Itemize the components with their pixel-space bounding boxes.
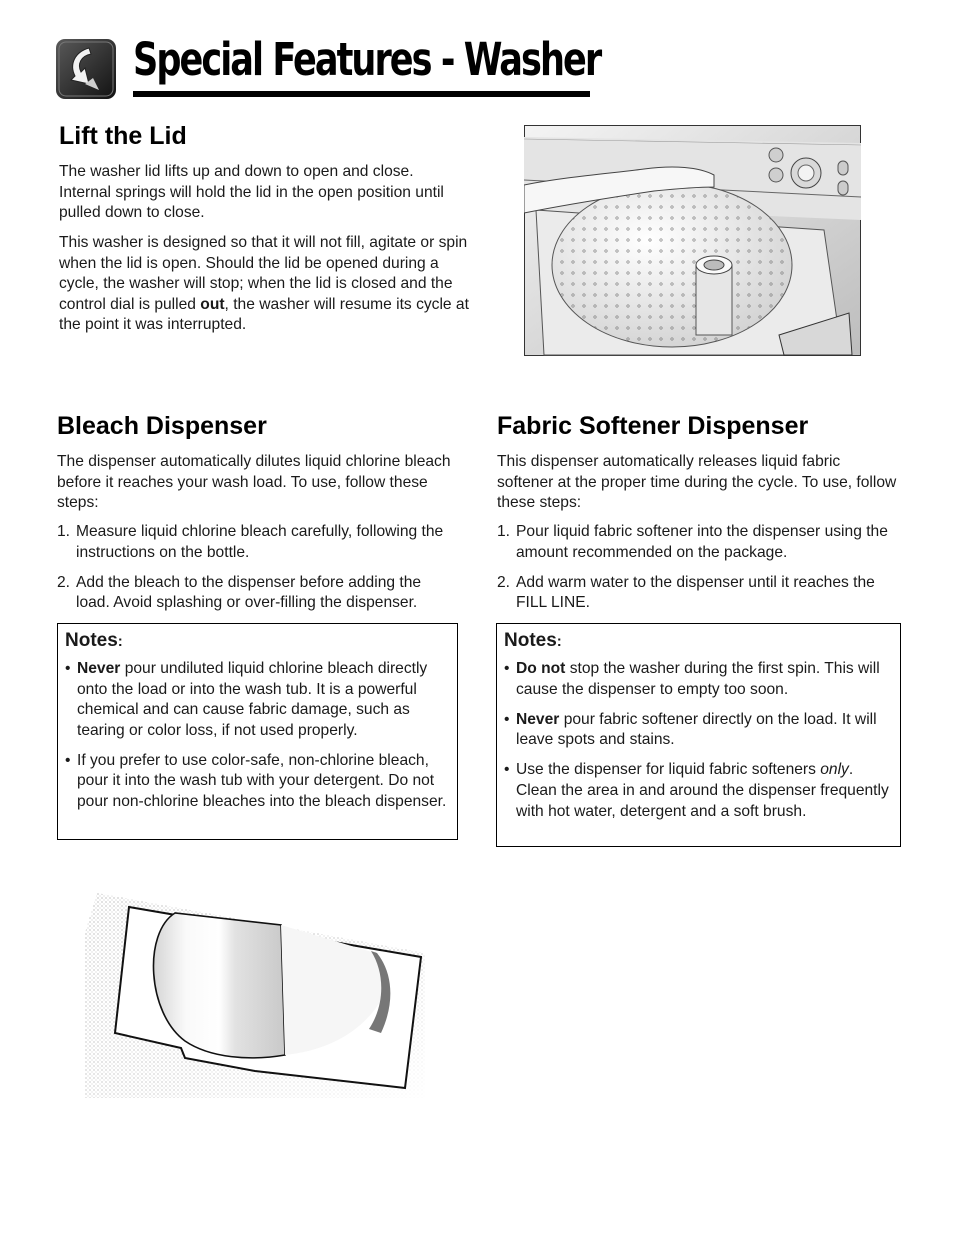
curved-arrow-icon — [55, 38, 117, 100]
emphasis-only: only — [820, 761, 849, 779]
notes-title — [504, 630, 896, 653]
bleach-notes-box — [57, 623, 458, 840]
bullet: • — [504, 660, 510, 677]
bullet: • — [65, 751, 71, 769]
step-text: Add the bleach to the dispenser before adding the load. Avoid splashing or over-filling the dispenser. — [76, 573, 422, 612]
bleach-steps-list — [57, 522, 457, 623]
notes-title-colon: : — [556, 633, 562, 650]
note-text: Use the dispenser for liquid fabric softeners — [516, 761, 821, 779]
emphasis-never: Never — [77, 660, 121, 677]
fabric-softener-heading: Fabric Softener Dispenser — [497, 412, 809, 440]
notes-title-colon: : — [117, 633, 123, 650]
list-item — [497, 573, 897, 614]
text-run: This washer is designed so that it will not fill, agitate or spin when the lid is open. Should the lid be opened during a cycle, the washer will stop; when the lid is closed and the control dial is pulled — [59, 234, 468, 313]
notes-list — [504, 659, 896, 822]
lift-the-lid-paragraph-2 — [59, 233, 469, 336]
fabric-softener-intro: This dispenser automatically releases liquid fabric softener at the proper time during the cycle. To use, follow these steps: — [497, 453, 897, 512]
fabric-softener-notes-box — [496, 623, 901, 847]
list-item — [504, 760, 896, 822]
list-item — [504, 659, 896, 700]
step-number: 2. — [497, 573, 511, 591]
note-text: pour undiluted liquid chlorine bleach directly onto the load or into the wash tub. It is a powerful chemical and can cause fabric damage, such as tearing or color loss, if not used properly. — [77, 660, 428, 739]
list-item — [65, 659, 453, 741]
list-item — [57, 522, 457, 563]
bleach-dispenser-illustration — [85, 893, 425, 1098]
step-number: 2. — [57, 573, 71, 591]
fabric-softener-steps-list — [497, 522, 897, 623]
list-item — [65, 751, 453, 813]
step-text: Add warm water to the dispenser until it reaches the FILL LINE. — [516, 573, 875, 612]
notes-list — [65, 659, 453, 813]
step-number: 1. — [497, 523, 511, 540]
step-text: Measure liquid chlorine bleach carefully, following the instructions on the bottle. — [76, 523, 444, 561]
text-run: , the washer will resume its cycle at the point it was interrupted. — [59, 295, 469, 334]
emphasis-never: Never — [516, 710, 560, 728]
note-text: . Clean the area in and around the dispenser frequently with hot water, detergent and a soft brush. — [516, 761, 889, 820]
page-title: Special Features - Washer — [133, 33, 601, 86]
list-item — [497, 522, 897, 563]
bullet: • — [65, 660, 71, 677]
emphasis-out: out — [200, 295, 225, 313]
list-item — [57, 573, 457, 614]
notes-title — [65, 630, 453, 653]
note-text: pour fabric softener directly on the load. It will leave spots and stains. — [516, 710, 877, 749]
note-text: stop the washer during the first spin. This will cause the dispenser to empty too soon. — [516, 660, 880, 698]
bullet: • — [504, 710, 510, 728]
note-text: If you prefer to use color-safe, non-chlorine bleach, pour it into the wash tub with your detergent. Do not pour non-chlorine bleaches into the bleach dispenser. — [77, 751, 447, 811]
notes-title-text: Notes — [65, 630, 118, 651]
step-text: Pour liquid fabric softener into the dispenser using the amount recommended on the package. — [516, 523, 888, 561]
step-number: 1. — [57, 523, 71, 540]
washer-lid-illustration — [524, 125, 861, 356]
list-item — [504, 710, 896, 751]
lift-the-lid-paragraph-1: The washer lid lifts up and down to open and close. Internal springs will hold the lid in the open position until pulled down to close. — [59, 163, 444, 222]
lift-the-lid-heading: Lift the Lid — [59, 122, 187, 150]
title-underline — [133, 91, 590, 97]
bullet: • — [504, 761, 510, 779]
bleach-dispenser-intro: The dispenser automatically dilutes liquid chlorine bleach before it reaches your wash load. To use, follow these steps: — [57, 453, 451, 512]
notes-title-text: Notes — [504, 630, 557, 651]
bleach-dispenser-heading: Bleach Dispenser — [57, 412, 267, 440]
emphasis-do-not: Do not — [516, 660, 566, 677]
